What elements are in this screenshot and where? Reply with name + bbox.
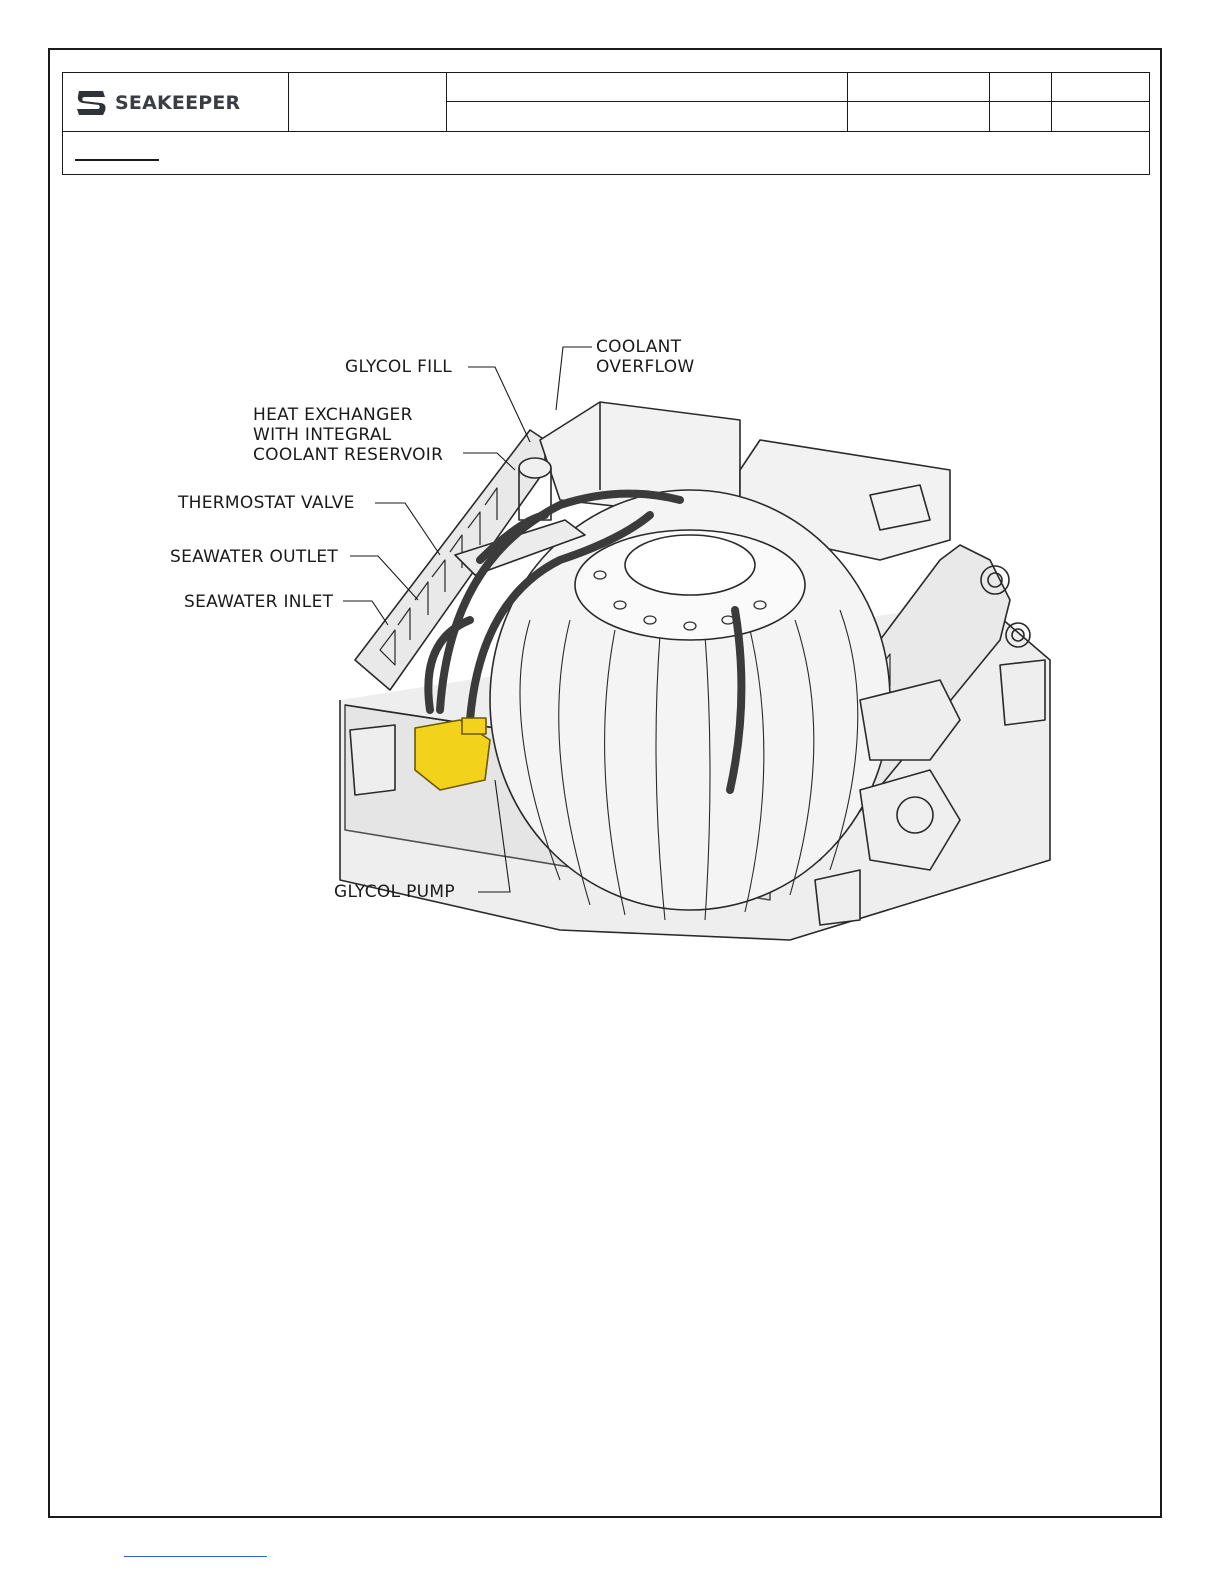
callout-glycol-pump: GLYCOL PUMP	[334, 882, 455, 902]
callout-coolant-overflow-line2: OVERFLOW	[596, 357, 695, 377]
callout-coolant-overflow-line1: COOLANT	[596, 337, 682, 357]
callout-heat-exchanger-line2: WITH INTEGRAL	[253, 425, 392, 445]
callout-thermostat-valve: THERMOSTAT VALVE	[178, 493, 355, 513]
callout-heat-exchanger-line3: COOLANT RESERVOIR	[253, 445, 444, 465]
callout-seawater-outlet: SEAWATER OUTLET	[170, 547, 339, 567]
callout-seawater-inlet: SEAWATER INLET	[184, 592, 334, 612]
callout-glycol-fill: GLYCOL FILL	[345, 357, 453, 377]
glycol-fill-cap	[519, 458, 551, 478]
footer-hyperlink-underline[interactable]	[124, 1556, 267, 1557]
callout-heat-exchanger-line1: HEAT EXCHANGER	[253, 405, 413, 425]
callout-coolant-overflow	[596, 337, 695, 377]
callout-heat-exchanger	[253, 405, 443, 465]
logo-wordmark: SEAKEEPER	[115, 92, 241, 114]
